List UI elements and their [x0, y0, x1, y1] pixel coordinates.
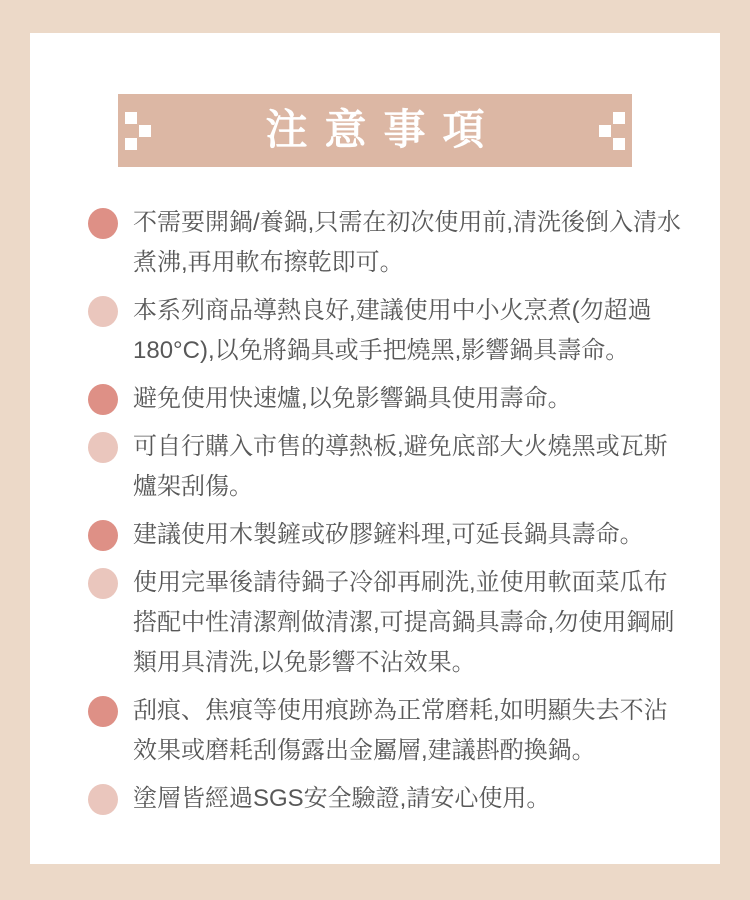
note-item — [88, 515, 682, 555]
page-title: 注意事項 — [265, 107, 502, 154]
bullet-dot-icon — [88, 296, 118, 327]
bullet-dot-icon — [88, 208, 118, 239]
note-item — [88, 379, 682, 419]
bullet-dot-icon — [88, 384, 118, 415]
checker-squares-right-icon — [599, 112, 625, 150]
note-item — [88, 427, 682, 507]
note-text: 本系列商品導熱良好,建議使用中小火烹煮(勿超過180°C),以免將鍋具或手把燒黑,影響鍋具壽命。 — [133, 297, 652, 364]
note-text: 使用完畢後請待鍋子冷卻再刷洗,並使用軟面菜瓜布搭配中性清潔劑做清潔,可提高鍋具壽命,勿使用鋼刷類用具清洗,以免影響不沾效果。 — [133, 569, 675, 676]
bullet-dot-icon — [88, 568, 118, 599]
note-item — [88, 779, 682, 819]
note-text: 建議使用木製鏟或矽膠鏟料理,可延長鍋具壽命。 — [133, 521, 644, 548]
checker-squares-left-icon — [125, 112, 151, 150]
note-item — [88, 563, 682, 683]
note-item — [88, 291, 682, 371]
bullet-dot-icon — [88, 432, 118, 463]
note-item — [88, 691, 682, 771]
note-text: 塗層皆經過SGS安全驗證,請安心使用。 — [133, 785, 551, 812]
bullet-dot-icon — [88, 696, 118, 727]
note-text: 可自行購入市售的導熱板,避免底部大火燒黑或瓦斯爐架刮傷。 — [133, 433, 668, 500]
note-text: 刮痕、焦痕等使用痕跡為正常磨耗,如明顯失去不沾效果或磨耗刮傷露出金屬層,建議斟酌換鍋。 — [133, 697, 668, 764]
note-text: 不需要開鍋/養鍋,只需在初次使用前,清洗後倒入清水煮沸,再用軟布擦乾即可。 — [133, 209, 682, 276]
title-banner — [118, 94, 632, 167]
note-text: 避免使用快速爐,以免影響鍋具使用壽命。 — [133, 385, 572, 412]
notice-card — [30, 33, 720, 864]
bullet-dot-icon — [88, 784, 118, 815]
note-item — [88, 203, 682, 283]
bullet-dot-icon — [88, 520, 118, 551]
notes-list — [30, 203, 720, 819]
